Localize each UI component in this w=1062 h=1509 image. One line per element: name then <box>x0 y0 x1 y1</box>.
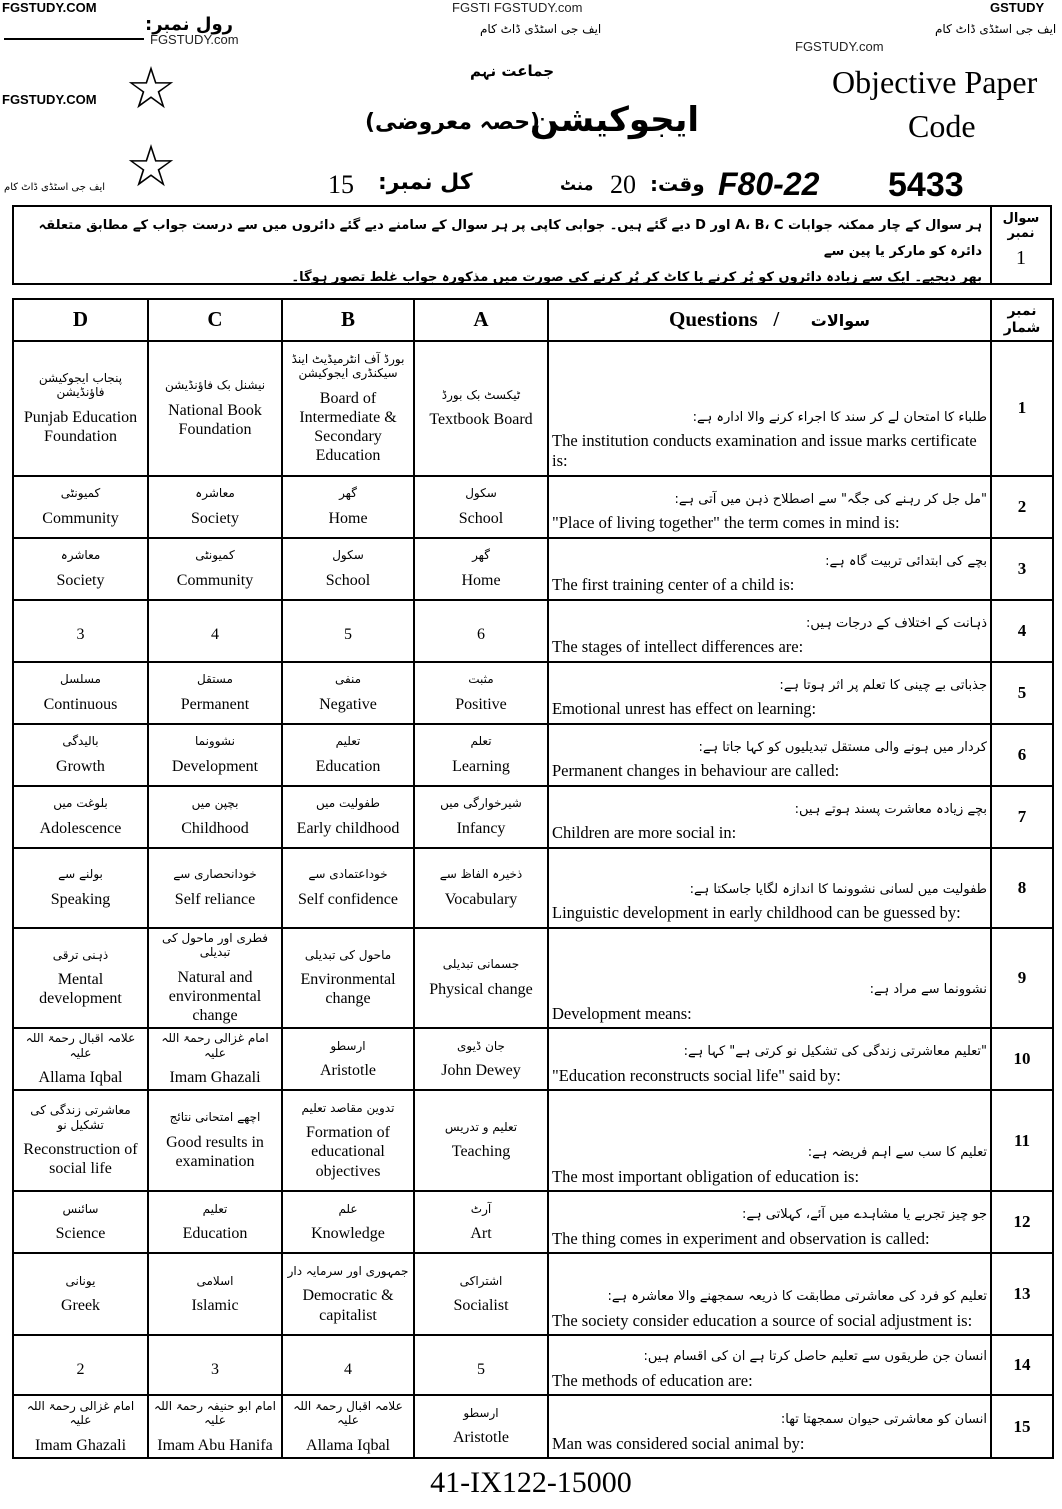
question-cell <box>548 724 991 786</box>
question-number: 14 <box>991 1335 1053 1395</box>
option-d-text: Society <box>56 571 105 589</box>
time-unit: منٹ <box>560 175 594 194</box>
question-number: 7 <box>991 786 1053 848</box>
option-a <box>414 1028 548 1090</box>
question-urdu: تعلیم کو فرد کی معاشرتی مطابقت کا ذریعہ سمجھنے والا معاشرہ ہے: <box>607 1288 987 1304</box>
question-urdu: انسان کو معاشرتی حیوان سمجھتا تھا: <box>780 1411 987 1427</box>
option-b-text: 4 <box>344 1360 352 1378</box>
option-b-urdu: تعلیم <box>335 734 361 749</box>
option-a-text: Teaching <box>451 1143 511 1161</box>
option-a-text: John Dewey <box>441 1061 521 1079</box>
question-label: سوال نمبر <box>1002 211 1040 241</box>
instructions-line: بھر دیجیے۔ ایک سے زیادہ دائروں کو پُر کرنے یا کاٹ کر پُر کرنے کی صورت میں مذکورہ جواب غلط تصور ہوگا۔ <box>291 270 982 285</box>
option-d-urdu: بالیدگی <box>62 734 99 749</box>
table-row <box>13 928 1053 1028</box>
option-a-text: 5 <box>477 1360 485 1378</box>
option-c-text: Good results in examination <box>166 1133 264 1171</box>
question-number: 8 <box>991 848 1053 928</box>
option-a-urdu: تعلم <box>470 734 492 749</box>
option-d <box>13 1253 148 1335</box>
option-b <box>282 848 414 928</box>
option-c-text: 3 <box>211 1360 219 1378</box>
mcq-table <box>12 298 1054 1459</box>
question-number: 12 <box>991 1191 1053 1253</box>
paper-code: 5433 <box>888 166 964 204</box>
option-b-text: Knowledge <box>311 1224 385 1242</box>
option-c-urdu: نشوونما <box>195 734 235 749</box>
option-d-urdu: کمیونٹی <box>60 486 101 501</box>
option-b-text: Environmental change <box>300 971 396 1008</box>
option-d-urdu: مسلسل <box>60 672 101 687</box>
option-a-text: 6 <box>477 626 485 644</box>
option-a <box>414 786 548 848</box>
option-c-urdu: معاشرہ <box>195 486 235 501</box>
question-text: Development means: <box>552 1003 692 1023</box>
option-d-text: 3 <box>76 626 85 644</box>
option-c-text: Imam Ghazali <box>169 1069 261 1087</box>
option-a <box>414 662 548 724</box>
option-d-urdu: امام غزالی رحمۃ اللہ علیہ <box>26 1398 135 1428</box>
question-urdu: جذباتی بے چینی کا تعلم پر اثر ہوتا ہے: <box>779 677 987 693</box>
option-d-text: Community <box>42 509 119 527</box>
question-number: 6 <box>991 724 1053 786</box>
option-d-text: Mental development <box>39 971 122 1008</box>
option-d-text: Punjab Education Foundation <box>23 408 138 445</box>
option-a <box>414 1090 548 1191</box>
option-d-text: Science <box>55 1224 106 1242</box>
option-c <box>148 476 282 538</box>
option-d <box>13 600 148 662</box>
option-a <box>414 538 548 600</box>
question-cell <box>548 1335 991 1395</box>
option-d-text: Speaking <box>50 890 111 908</box>
option-a <box>414 1335 548 1395</box>
question-urdu: "تعلیم معاشرتی زندگی کی تشکیل نو کرتی ہے" کہا ہے: <box>683 1043 987 1059</box>
option-d <box>13 1028 148 1090</box>
option-b-text: Education <box>315 757 381 775</box>
code-label: Code <box>908 108 976 144</box>
star-icon: ☆ <box>125 56 177 121</box>
option-d <box>13 848 148 928</box>
question-number: 2 <box>991 476 1053 538</box>
option-d-urdu: سائنس <box>62 1201 99 1216</box>
question-text: The methods of education are: <box>552 1370 753 1390</box>
option-b <box>282 1090 414 1191</box>
option-c <box>148 1253 282 1335</box>
question-text: Linguistic development in early childhood can be guessed by: <box>552 903 961 923</box>
option-d-urdu: پنجاب ایجوکیشن فاؤنڈیشن <box>38 370 123 400</box>
option-c-text: Islamic <box>191 1296 239 1314</box>
option-b-urdu: گھر <box>339 486 357 501</box>
option-b-text: Negative <box>319 695 377 713</box>
question-text: Emotional unrest has effect on learning: <box>552 699 817 719</box>
option-d-urdu: علامہ اقبال رحمۃ اللہ علیہ <box>25 1031 136 1060</box>
question-urdu: تعلیم کا سب سے اہم فریضہ ہے: <box>807 1144 987 1160</box>
option-c-urdu: فطری اور ماحول کی تبدیلی <box>161 931 269 960</box>
option-d-text: 2 <box>76 1360 85 1378</box>
option-c-urdu: نیشنل بک فاؤنڈیشن <box>164 378 266 393</box>
option-b <box>282 786 414 848</box>
option-b-urdu: خوداعتمادی سے <box>308 867 388 882</box>
table-row <box>13 1191 1053 1253</box>
table-row <box>13 1090 1053 1191</box>
question-number: 3 <box>991 538 1053 600</box>
option-a-urdu: ارسطو <box>463 1406 499 1421</box>
option-a-urdu: جسمانی تبدیلی <box>442 957 520 972</box>
header-questions <box>548 299 991 341</box>
option-d <box>13 538 148 600</box>
option-d-text: Continuous <box>43 695 118 713</box>
time-label: وقت: <box>650 172 705 196</box>
option-b-urdu: جمہوری اور سرمایہ دار <box>287 1263 409 1278</box>
watermark: FGSTUDY.com <box>150 32 239 47</box>
question-number: 11 <box>991 1090 1053 1191</box>
question-number: 10 <box>991 1028 1053 1090</box>
option-c-urdu: امام ابو حنیفہ رحمۃ اللہ علیہ <box>154 1398 276 1428</box>
option-d <box>13 1090 148 1191</box>
option-b <box>282 1395 414 1458</box>
option-c-urdu: اچھے امتحانی نتائج <box>169 1110 261 1125</box>
option-b-text: Home <box>328 509 368 527</box>
question-cell <box>548 1028 991 1090</box>
option-b-urdu: علامہ اقبال رحمۃ اللہ علیہ <box>293 1398 403 1428</box>
question-urdu: طفولیت میں لسانی نشوونما کا اندازہ لگایا جاسکتا ہے: <box>689 881 987 897</box>
option-d-urdu: بلوغت میں <box>53 796 108 811</box>
question-urdu: انسان جن طریقوں سے تعلیم حاصل کرتا ہے ان کی اقسام ہیں: <box>643 1348 987 1364</box>
question-cell <box>548 600 991 662</box>
option-c-text: 4 <box>211 626 219 644</box>
question-text: The institution conducts examination and issue marks certificate is: <box>552 431 977 471</box>
option-b <box>282 1253 414 1335</box>
question-urdu: "مل جل کر رہنے کی جگہ" سے اصطلاح ذہن میں آتی ہے: <box>674 491 987 507</box>
question-cell <box>548 928 991 1028</box>
question-urdu: کردار میں ہونے والی مستقل تبدیلیوں کو کہا جاتا ہے: <box>698 739 987 755</box>
watermark: ایف جی اسٹڈی ڈاٹ کام <box>935 22 1057 36</box>
option-c-text: Society <box>191 509 239 527</box>
question-urdu: طلباء کا امتحان لے کر سند کا اجراء کرنے والا ادارہ ہے: <box>692 409 987 425</box>
option-d-text: Reconstruction of social life <box>23 1141 138 1178</box>
question-cell <box>548 1090 991 1191</box>
question-text: Children are more social in: <box>552 823 737 843</box>
question-text: The first training center of a child is: <box>552 575 795 595</box>
option-a <box>414 476 548 538</box>
option-c <box>148 600 282 662</box>
option-b <box>282 724 414 786</box>
option-b-text: Democratic & capitalist <box>302 1287 394 1324</box>
table-row <box>13 1395 1053 1458</box>
header-d: D <box>13 299 148 341</box>
option-d-text: Adolescence <box>39 819 122 837</box>
total-marks-label: کل نمبر: <box>378 170 473 195</box>
option-a-text: Infancy <box>456 819 506 837</box>
instructions-text <box>14 207 990 283</box>
table-row <box>13 538 1053 600</box>
option-a-text: Textbook Board <box>429 411 533 429</box>
option-a-urdu: آرٹ <box>470 1201 492 1216</box>
header-a: A <box>414 299 548 341</box>
watermark: ایف جی اسٹڈی ڈاٹ کام <box>4 182 106 193</box>
option-a-urdu: جان ڈیوی <box>457 1038 505 1053</box>
option-c <box>148 928 282 1028</box>
option-b-urdu: ارسطو <box>330 1038 366 1053</box>
question-cell <box>548 786 991 848</box>
option-d <box>13 1395 148 1458</box>
option-a-urdu: مثبت <box>468 672 494 687</box>
time-value: 20 <box>610 170 636 199</box>
option-b <box>282 341 414 476</box>
class-label: جماعت نہم <box>470 62 555 80</box>
option-c-text: Development <box>171 757 259 775</box>
table-row <box>13 1253 1053 1335</box>
option-b <box>282 600 414 662</box>
question-cell <box>548 1191 991 1253</box>
part-label: (حصہ معروضی) <box>365 110 541 135</box>
watermark: ایف جی اسٹڈی ڈاٹ کام <box>480 22 602 36</box>
roll-no-field[interactable] <box>4 38 144 40</box>
option-d-urdu: ذہنی ترقی <box>52 947 109 962</box>
table-row <box>13 1028 1053 1090</box>
option-c-urdu: خودانحصاری سے <box>173 867 257 882</box>
option-d <box>13 341 148 476</box>
option-a <box>414 600 548 662</box>
question-number: 4 <box>991 600 1053 662</box>
question-cell <box>548 1253 991 1335</box>
option-c-text: National Book Foundation <box>168 401 262 438</box>
option-c-urdu: مستقل <box>197 672 233 687</box>
option-a-text: Positive <box>455 695 507 713</box>
option-b <box>282 476 414 538</box>
option-c-urdu: امام غزالی رحمۃ اللہ علیہ <box>161 1031 269 1060</box>
option-a <box>414 341 548 476</box>
total-marks: 15 <box>328 170 354 199</box>
footer-code: 41-IX122-15000 <box>430 1466 632 1499</box>
question-text: Man was considered social animal by: <box>552 1433 805 1453</box>
option-b-text: Formation of educational objectives <box>306 1124 390 1180</box>
roll-no-label: رول نمبر: <box>145 14 234 35</box>
option-d <box>13 928 148 1028</box>
watermark: GSTUDY <box>990 0 1045 15</box>
option-b <box>282 662 414 724</box>
option-b <box>282 1028 414 1090</box>
option-a-urdu: تعلیم و تدریس <box>444 1120 518 1135</box>
option-a-text: Aristotle <box>453 1429 509 1447</box>
option-d <box>13 662 148 724</box>
option-c-text: Permanent <box>180 695 250 713</box>
option-b-urdu: ماحول کی تبدیلی <box>304 947 392 962</box>
question-urdu: بچے زیادہ معاشرت پسند ہوتے ہیں: <box>794 801 987 817</box>
instructions-box <box>12 205 1052 285</box>
option-c-urdu: اسلامی <box>196 1273 234 1288</box>
question-cell <box>548 1395 991 1458</box>
option-a-text: Vocabulary <box>444 890 518 908</box>
option-b-text: School <box>325 571 371 589</box>
question-number: 5 <box>991 662 1053 724</box>
option-b-urdu: تدوین مقاصد تعلیم <box>301 1100 395 1115</box>
option-d-text: Allama Iqbal <box>38 1069 123 1087</box>
question-text: "Education reconstructs social life" said by: <box>552 1065 841 1085</box>
option-d <box>13 1191 148 1253</box>
option-b-text: Early childhood <box>296 819 400 837</box>
option-b-urdu: طفولیت میں <box>316 796 380 811</box>
question-cell <box>548 341 991 476</box>
option-b <box>282 1191 414 1253</box>
question-number-box <box>990 207 1050 283</box>
header-serial: نمبر شمار <box>991 299 1053 341</box>
option-c-text: Imam Abu Hanifa <box>157 1436 273 1454</box>
option-b-urdu: علم <box>338 1201 358 1216</box>
option-b-text: Allama Iqbal <box>306 1436 390 1454</box>
option-c-urdu: کمیونٹی <box>195 548 235 563</box>
option-a-text: Socialist <box>453 1296 509 1314</box>
star-icon: ☆ <box>125 134 177 199</box>
watermark: FGSTUDY.com <box>795 39 884 54</box>
option-d-urdu: معاشرہ <box>60 548 101 563</box>
option-b-urdu: منفی <box>334 672 362 687</box>
table-row <box>13 786 1053 848</box>
watermark: FGSTUDY.COM <box>2 92 97 107</box>
option-d-urdu: معاشرتی زندگی کی تشکیل نو <box>30 1103 131 1132</box>
option-b <box>282 1335 414 1395</box>
option-b <box>282 928 414 1028</box>
option-c <box>148 341 282 476</box>
option-d-text: Imam Ghazali <box>34 1436 127 1454</box>
option-d <box>13 1335 148 1395</box>
option-a-urdu: اشتراکی <box>459 1273 503 1288</box>
option-c-text: Childhood <box>181 819 249 837</box>
option-d-text: Growth <box>56 757 105 775</box>
questions-label: Questions <box>668 307 758 332</box>
option-b-text: Board of Intermediate & Secondary Education <box>299 389 397 465</box>
question-text: The stages of intellect differences are: <box>552 637 804 657</box>
objective-paper-label: Objective Paper <box>832 64 1038 100</box>
question-urdu: جو چیز تجربے یا مشاہدے میں آئے، کہلاتی ہے: <box>742 1206 987 1222</box>
question-text: The society consider education a source of social adjustment is: <box>552 1310 973 1330</box>
option-a-urdu: سکول <box>465 486 497 501</box>
option-c-urdu: بچپن میں <box>191 796 239 811</box>
instructions-line: ہر سوال کے چار ممکنہ جوابات A، B، C اور D دیے گئے ہیں۔ جوابی کاپی پر ہر سوال کے سامنے دیے گئے دائروں میں سے درست جواب کے مطابق متعلقہ دائرہ کو مارکر یا پین سے <box>38 218 982 259</box>
option-c <box>148 724 282 786</box>
option-c-text: Community <box>176 571 254 589</box>
option-c-text: Natural and environmental change <box>168 968 262 1025</box>
option-d-urdu: یونانی <box>65 1273 96 1288</box>
table-row <box>13 341 1053 476</box>
option-c <box>148 538 282 600</box>
option-c <box>148 1335 282 1395</box>
header-b: B <box>282 299 414 341</box>
option-a <box>414 1395 548 1458</box>
option-c-text: Education <box>182 1224 248 1242</box>
question-urdu: بچے کی ابتدائی تربیت گاہ ہے: <box>825 553 987 569</box>
watermark: FGSTI FGSTUDY.com <box>452 0 583 15</box>
option-a-text: Home <box>461 571 501 589</box>
option-b-text: 5 <box>344 626 352 644</box>
option-c <box>148 1090 282 1191</box>
option-a-text: School <box>458 509 504 527</box>
option-c <box>148 662 282 724</box>
questions-urdu-label: سوالات <box>810 311 871 331</box>
question-cell <box>548 476 991 538</box>
subject-title: ایجوکیشن <box>530 100 700 140</box>
slash: / <box>773 307 780 332</box>
option-c <box>148 1395 282 1458</box>
option-c <box>148 1191 282 1253</box>
question-number: 15 <box>991 1395 1053 1458</box>
option-d <box>13 476 148 538</box>
option-a <box>414 928 548 1028</box>
option-a-urdu: شیرخوارگی میں <box>440 796 522 811</box>
question-cell <box>548 848 991 928</box>
option-a-text: Art <box>470 1224 492 1242</box>
option-c <box>148 1028 282 1090</box>
option-a-urdu: ٹیکسٹ بک بورڈ <box>441 387 521 402</box>
watermark: FGSTUDY.COM <box>2 0 97 15</box>
question-number: 9 <box>991 928 1053 1028</box>
option-a <box>414 1253 548 1335</box>
option-d-urdu: بولنے سے <box>58 867 103 882</box>
option-c <box>148 786 282 848</box>
table-row <box>13 662 1053 724</box>
table-row <box>13 724 1053 786</box>
option-d <box>13 724 148 786</box>
question-cell <box>548 662 991 724</box>
option-b-urdu: سکول <box>332 548 364 563</box>
question-cell <box>548 538 991 600</box>
option-c <box>148 848 282 928</box>
question-urdu: ذہانت کے اختلاف کے درجات ہیں: <box>806 615 987 631</box>
table-row <box>13 476 1053 538</box>
option-b <box>282 538 414 600</box>
header-c: C <box>148 299 282 341</box>
question-number: 1 <box>991 341 1053 476</box>
question-number: 13 <box>991 1253 1053 1335</box>
question-text: "Place of living together" the term comes in mind is: <box>552 513 900 533</box>
option-a-urdu: ذخیرہ الفاظ سے <box>439 867 523 882</box>
question-text: The thing comes in experiment and observation is called: <box>552 1228 930 1248</box>
table-row <box>13 848 1053 928</box>
option-b-urdu: بورڈ آف انٹرمیڈیٹ اینڈ سیکنڈری ایجوکیشن <box>291 351 405 381</box>
option-b-text: Aristotle <box>320 1061 376 1079</box>
option-b-text: Self confidence <box>298 890 398 908</box>
question-text: The most important obligation of education is: <box>552 1166 860 1186</box>
table-row <box>13 1335 1053 1395</box>
option-a <box>414 1191 548 1253</box>
option-a-text: Learning <box>452 757 510 775</box>
table-row <box>13 600 1053 662</box>
option-c-text: Self reliance <box>174 890 256 908</box>
option-a-urdu: گھر <box>472 548 490 563</box>
question-urdu: نشوونما سے مراد ہے: <box>869 981 987 997</box>
handwritten-stamp: F80-22 <box>718 166 820 202</box>
option-a-text: Physical change <box>429 980 533 998</box>
question-number: 1 <box>1016 247 1026 269</box>
question-text: Permanent changes in behaviour are called: <box>552 761 840 781</box>
option-a <box>414 724 548 786</box>
option-c-urdu: تعلیم <box>202 1201 228 1216</box>
option-d-text: Greek <box>60 1296 101 1314</box>
option-a <box>414 848 548 928</box>
option-d <box>13 786 148 848</box>
